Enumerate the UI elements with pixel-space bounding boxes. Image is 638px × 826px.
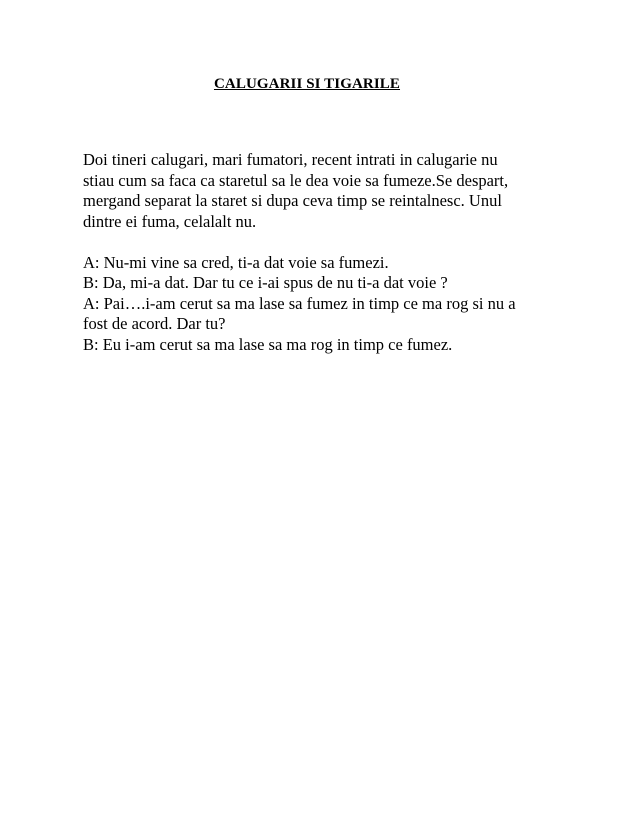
dialogue-line: A: Nu-mi vine sa cred, ti-a dat voie sa fumezi. <box>83 252 389 272</box>
intro-line: dintre ei fuma, celalalt nu. <box>83 211 257 231</box>
document-body <box>83 150 563 355</box>
dialogue-line: A: Pai….i-am cerut sa ma lase sa fumez in timp ce ma rog si nu a <box>83 293 516 313</box>
intro-line: stiau cum sa faca ca staretul sa le dea voie sa fumeze.Se despart, <box>83 170 509 190</box>
intro-paragraph <box>83 150 563 232</box>
paragraph-spacer <box>83 232 563 253</box>
dialogue-line: B: Eu i-am cerut sa ma lase sa ma rog in timp ce fumez. <box>83 334 453 354</box>
intro-line: Doi tineri calugari, mari fumatori, recent intrati in calugarie nu <box>83 150 498 169</box>
dialogue-paragraph <box>83 253 563 356</box>
dialogue-line: B: Da, mi-a dat. Dar tu ce i-ai spus de nu ti-a dat voie ? <box>83 273 448 292</box>
dialogue-line: fost de acord. Dar tu? <box>83 314 226 333</box>
intro-line: mergand separat la staret si dupa ceva timp se reintalnesc. Unul <box>83 191 502 210</box>
document-title: CALUGARII SI TIGARILE <box>213 76 401 92</box>
